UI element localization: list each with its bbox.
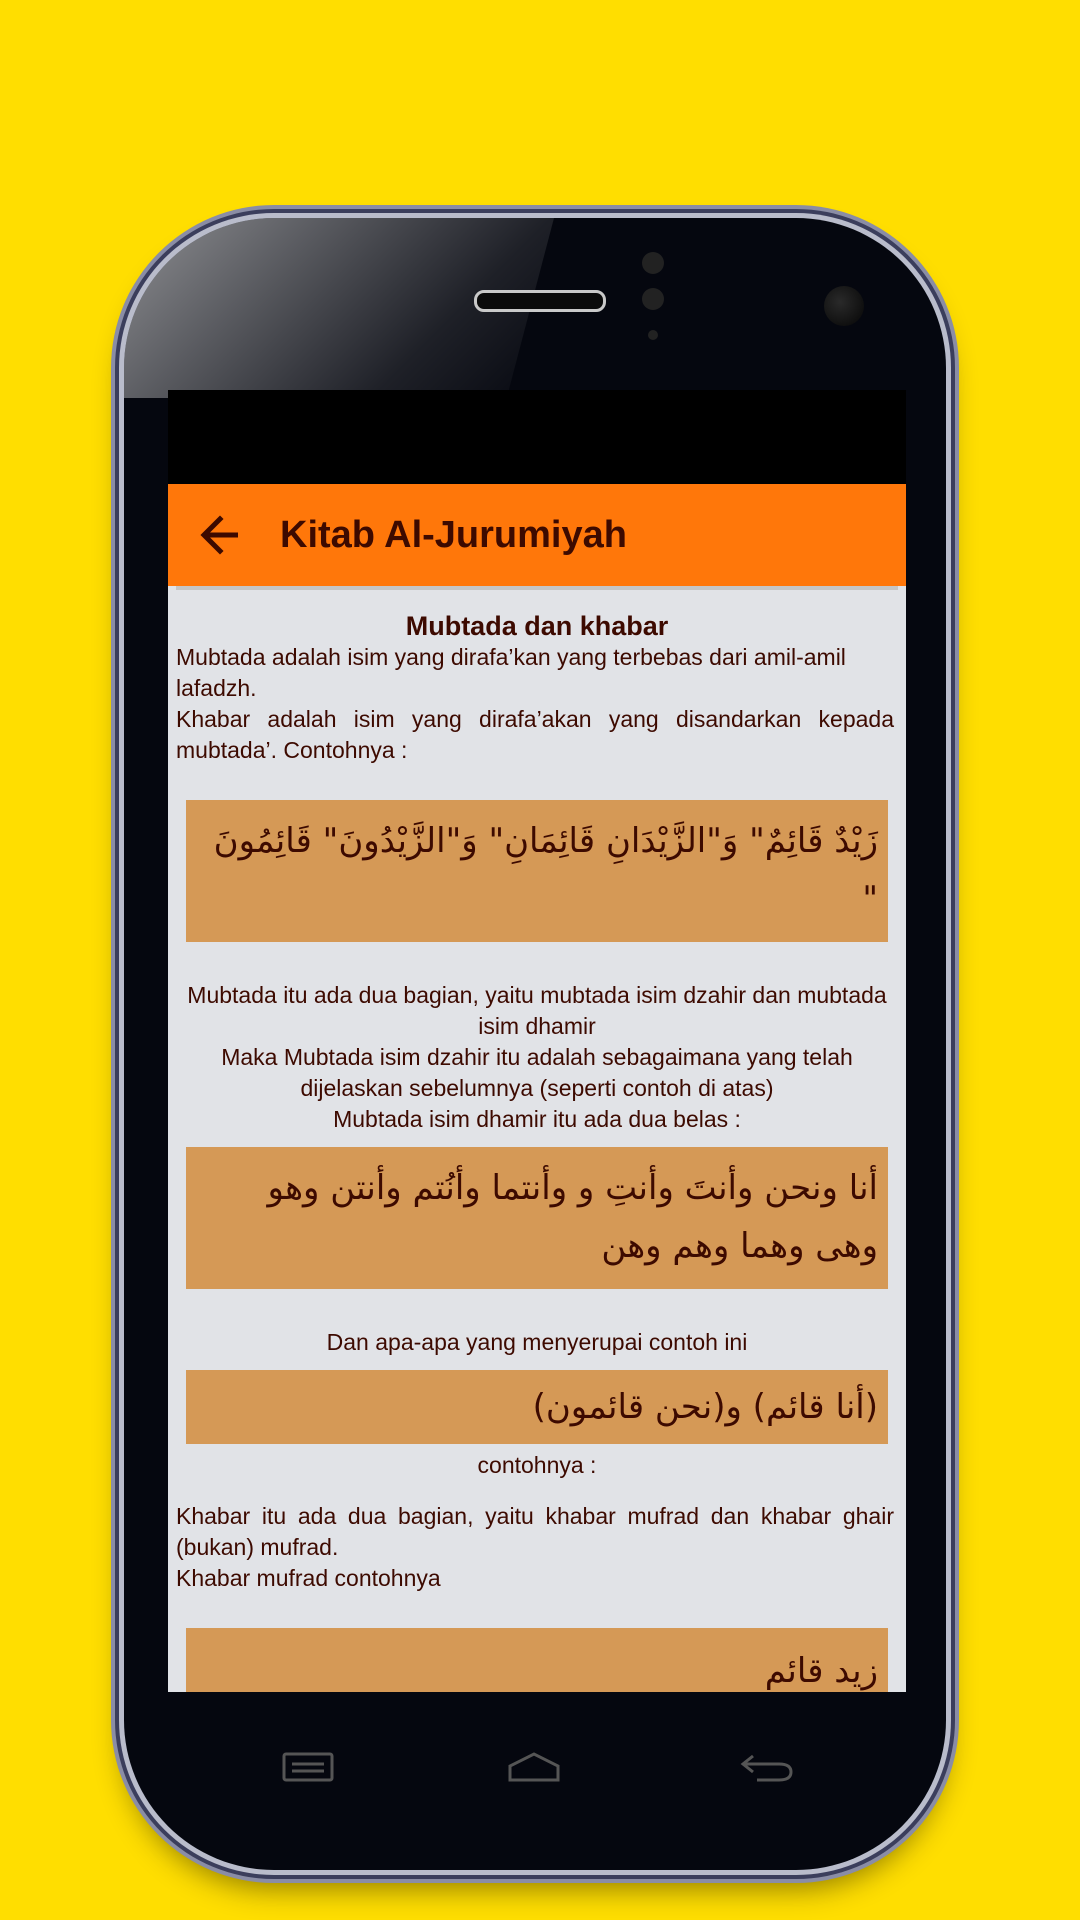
arabic-example-box: (أنا قائم) و(نحن قائمون) [186,1370,888,1444]
paragraph: Maka Mubtada isim dzahir itu adalah sebagaimana yang telah dijelaskan sebelumnya (seperti contoh di atas) [221,1044,853,1101]
section-heading: Mubtada dan khabar [405,611,669,641]
paragraph: Khabar mufrad contohnya [176,1565,441,1591]
front-camera [824,286,864,326]
back-button[interactable] [190,505,250,565]
paragraph: Dan apa-apa yang menyerupai contoh ini [326,1329,748,1355]
home-icon[interactable] [506,1750,562,1784]
paragraph: Khabar adalah isim yang dirafa’akan yang disandarkan kepada mubtada’. Contohnya : [176,706,894,763]
paragraph: Mubtada itu ada dua bagian, yaitu mubtada isim dzahir dan mubtada isim dhamir [187,982,887,1039]
back-icon[interactable] [739,1750,795,1784]
paragraph: contohnya : [477,1452,597,1478]
earpiece-speaker [474,290,606,312]
paragraph: Mubtada adalah isim yang dirafa’kan yang terbebas dari amil-amil lafadzh. [176,644,846,701]
device-screen [168,390,906,1692]
sensor-dot [642,288,664,310]
status-bar [168,390,906,484]
arabic-example-box: زَيْدٌ قَائِمٌ" وَ"الزَّيْدَانِ قَائِمَانِ" وَ"الزَّيْدُونَ" قَائِمُونَ " [186,800,888,942]
paragraph: Mubtada isim dhamir itu ada dua belas : [333,1106,741,1132]
recent-apps-icon[interactable] [280,1750,336,1784]
sensor-dot [642,252,664,274]
arrow-left-icon [198,515,242,555]
paragraph: Khabar itu ada dua bagian, yaitu khabar mufrad dan khabar ghair (bukan) mufrad. [176,1503,894,1560]
arabic-example-box: زيد قائم [186,1628,888,1692]
article-content [176,586,898,1692]
sensor-dot [648,330,658,340]
page-title: Kitab Al-Jurumiyah [280,513,627,556]
arabic-example-box: أنا ونحن وأنتَ وأنتِ و وأنتما وأنُتم وأنتن وهو وهى وهما وهم وهن [186,1147,888,1289]
app-bar [168,484,906,586]
